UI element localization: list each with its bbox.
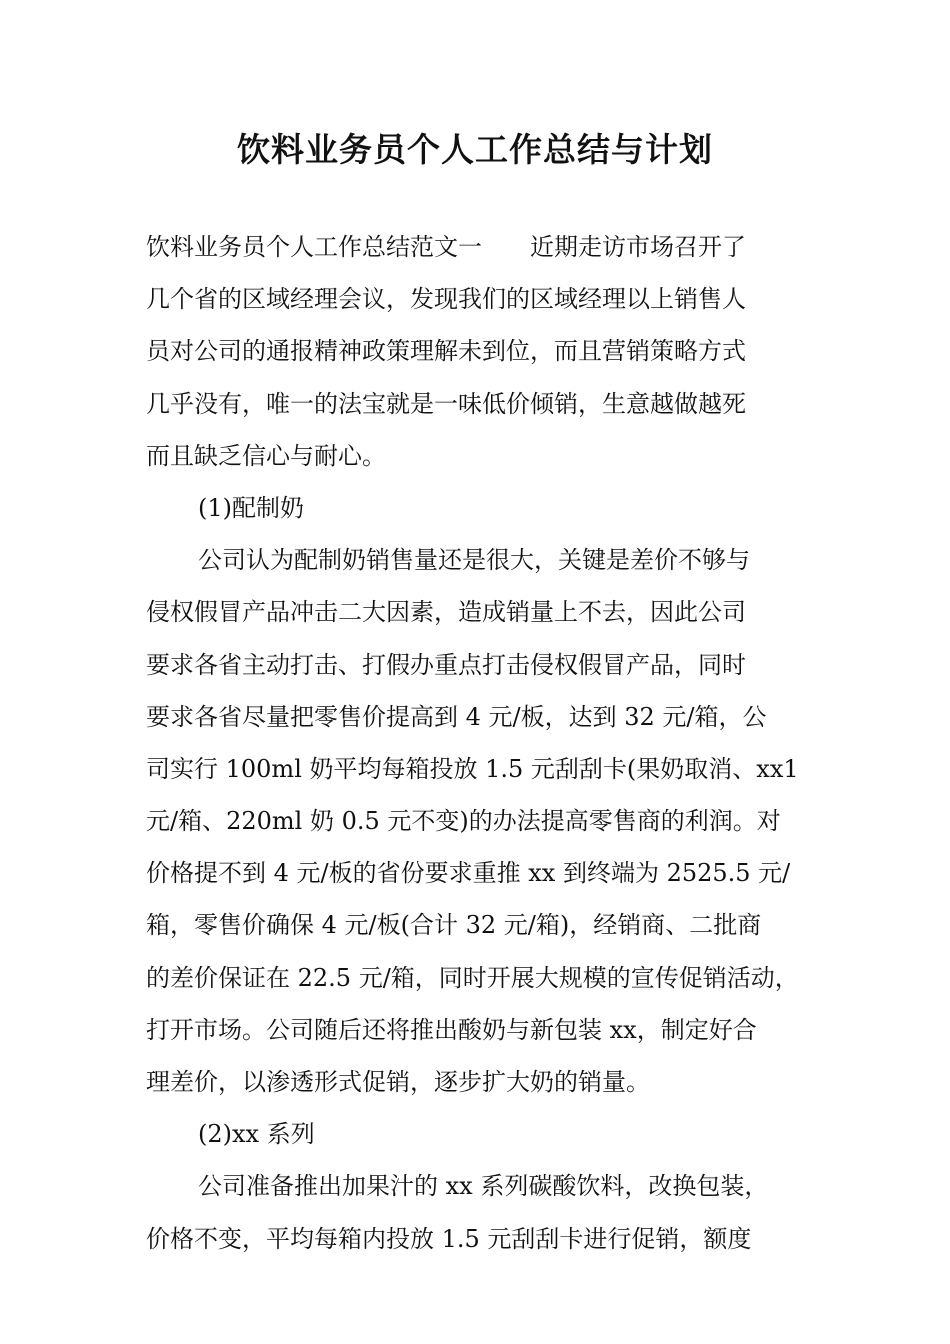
body-line: 理差价，以渗透形式促销，逐步扩大奶的销量。 bbox=[146, 1068, 650, 1096]
section-heading: (2)xx 系列 bbox=[198, 1120, 315, 1149]
body-line: 打开市场。公司随后还将推出酸奶与新包装 xx，制定好合 bbox=[146, 1015, 757, 1044]
body-line: 元/箱、220ml 奶 0.5 元不变)的办法提高零售商的利润。对 bbox=[146, 807, 781, 836]
body-line: 而且缺乏信心与耐心。 bbox=[146, 441, 386, 470]
body-line: 价格提不到 4 元/板的省份要求重推 xx 到终端为 2525.5 元/ bbox=[146, 859, 791, 888]
body-line: 价格不变，平均每箱内投放 1.5 元刮刮卡进行促销，额度 bbox=[146, 1224, 752, 1253]
body-line: 侵权假冒产品冲击二大因素，造成销量上不去，因此公司 bbox=[146, 598, 746, 627]
body-line: 饮料业务员个人工作总结范文一 近期走访市场召开了 bbox=[146, 233, 746, 261]
body-line: 公司准备推出加果汁的 xx 系列碳酸饮料，改换包装， bbox=[198, 1172, 769, 1201]
section-heading: (1)配制奶 bbox=[198, 493, 304, 522]
document-title: 饮料业务员个人工作总结与计划 bbox=[237, 130, 713, 169]
body-line: 的差价保证在 22.5 元/箱，同时开展大规模的宣传促销活动， bbox=[146, 963, 799, 992]
body-line: 几个省的区域经理会议，发现我们的区域经理以上销售人 bbox=[146, 285, 746, 314]
body-line: 箱，零售价确保 4 元/板(合计 32 元/箱)，经销商、二批商 bbox=[146, 911, 762, 940]
body-line: 员对公司的通报精神政策理解未到位，而且营销策略方式 bbox=[146, 337, 746, 366]
body-line: 司实行 100ml 奶平均每箱投放 1.5 元刮刮卡(果奶取消、xx1 bbox=[146, 754, 799, 783]
document-body bbox=[146, 221, 826, 1265]
body-line: 要求各省尽量把零售价提高到 4 元/板，达到 32 元/箱，公 bbox=[146, 702, 767, 731]
body-line: 要求各省主动打击、打假办重点打击侵权假冒产品，同时 bbox=[146, 650, 746, 679]
body-line: 几乎没有，唯一的法宝就是一味低价倾销，生意越做越死 bbox=[146, 389, 746, 418]
body-line: 公司认为配制奶销售量还是很大，关键是差价不够与 bbox=[198, 546, 750, 575]
